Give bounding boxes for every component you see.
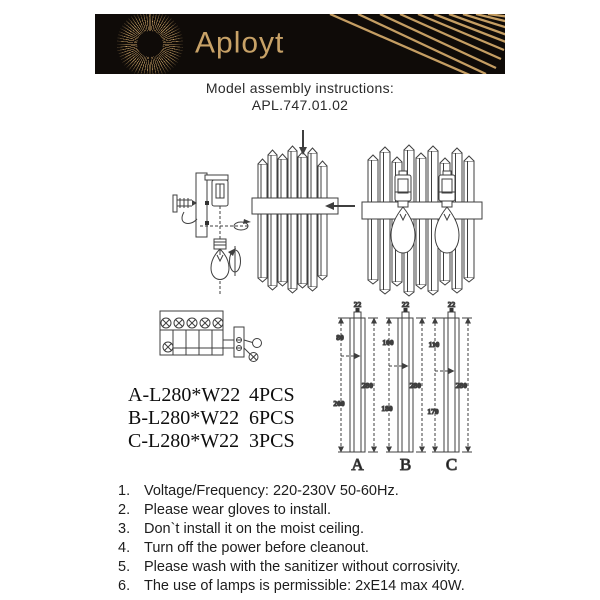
rod-dimension-diagrams: [330, 300, 510, 475]
instruction-text: Turn off the power before cleanout.: [144, 540, 369, 556]
instruction-text: The use of lamps is permissible: 2xE14 max 40W.: [144, 578, 465, 594]
instruction-text: Don`t install it on the moist ceiling.: [144, 521, 365, 537]
rod-b-lower-label: 180: [381, 404, 393, 413]
instruction-item: [118, 520, 465, 539]
rod-a-letter: A: [351, 455, 364, 474]
part-qty: 3PCS: [249, 430, 295, 452]
instruction-text: Please wear gloves to install.: [144, 502, 331, 518]
rod-b-upper-label: 100: [382, 338, 394, 347]
rod-c-upper-label: 110: [428, 340, 440, 349]
rod-b-diagram: [381, 300, 426, 474]
assembled-lamp-figure: [362, 145, 482, 296]
rod-c-length-label: 280: [455, 381, 467, 390]
crystal-panel-figure: [252, 130, 355, 293]
instruction-number: 5.: [118, 559, 131, 575]
part-label: B-L280*W22: [128, 407, 240, 429]
rod-b-letter: B: [399, 455, 412, 474]
rod-a-upper-label: 80: [336, 333, 344, 342]
sheet-title: [0, 80, 600, 114]
starburst-logo-icon: [117, 14, 183, 74]
part-qty: 4PCS: [249, 384, 295, 406]
rod-c-letter: C: [445, 455, 458, 474]
rod-c-diagram: [427, 300, 472, 474]
instructions-list: [118, 482, 465, 596]
part-row-c: [128, 430, 295, 453]
wiring-diagram-figure: [160, 311, 262, 362]
rod-c-width-label: 22: [447, 300, 456, 309]
instruction-number: 2.: [118, 502, 131, 518]
brand-wordmark: Aployt: [195, 26, 285, 60]
part-label: A-L280*W22: [128, 384, 241, 406]
brand-header: [95, 14, 505, 74]
part-row-a: [128, 384, 295, 407]
instruction-number: 6.: [118, 578, 131, 594]
rod-a-length-label: 280: [361, 381, 373, 390]
instruction-text: Please wash with the sanitizer without corrosivity.: [144, 559, 461, 575]
wall-bracket-figure: [173, 173, 251, 294]
parts-list: [128, 384, 295, 453]
rod-c-lower-label: 170: [427, 407, 439, 416]
instruction-item: [118, 558, 465, 577]
instruction-text: Voltage/Frequency: 220-230V 50-60Hz.: [144, 483, 399, 499]
instruction-number: 4.: [118, 540, 131, 556]
part-qty: 6PCS: [249, 407, 295, 429]
rod-b-length-label: 280: [409, 381, 421, 390]
rod-a-width-label: 22: [353, 300, 362, 309]
instruction-item: [118, 539, 465, 558]
model-number: APL.747.01.02: [251, 97, 349, 113]
rays-decoration-icon: [320, 14, 505, 74]
part-label: C-L280*W22: [128, 430, 240, 452]
instruction-item: [118, 577, 465, 596]
rod-b-width-label: 22: [401, 300, 410, 309]
instruction-item: [118, 501, 465, 520]
wiring-diagram: [140, 295, 290, 385]
assembly-diagram: [140, 122, 520, 302]
instruction-number: 1.: [118, 483, 131, 499]
part-row-b: [128, 407, 295, 430]
sheet-title-line1: Model assembly instructions:: [205, 80, 395, 96]
instruction-item: [118, 482, 465, 501]
instruction-number: 3.: [118, 521, 131, 537]
rod-a-lower-label: 200: [333, 399, 345, 408]
rod-a-diagram: [333, 300, 378, 474]
